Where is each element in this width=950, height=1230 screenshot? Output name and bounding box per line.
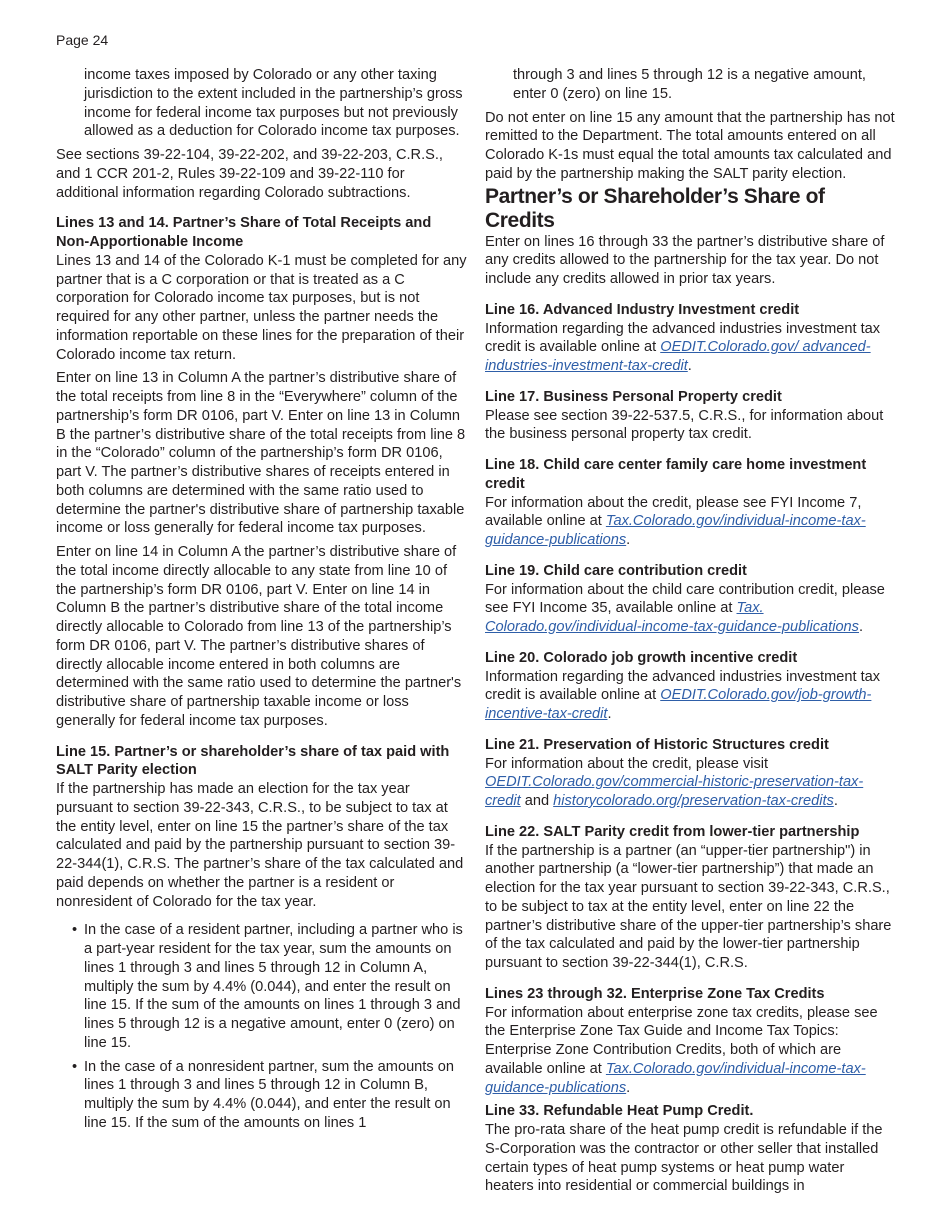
line-33-paragraph: The pro-rata share of the heat pump credit is refundable if the S-Corporation was the contractor or other seller that installed certain types of heat pump systems or heat pump water heaters into residential or commercial buildings in	[485, 1122, 883, 1195]
lines-23-32-heading: Lines 23 through 32. Enterprise Zone Tax Credits	[485, 985, 825, 1002]
oedit-advanced-industries-link[interactable]: OEDIT.Colorado.gov/ advanced-industries-investment-tax-credit	[485, 339, 871, 374]
list-item-text: In the case of a nonresident partner, sum the amounts on lines 1 through 3 and lines 5 through 12 in Column B, multiply the sum by 4.4% (0.044), and enter the result on line 15. If the sum of the amounts on lines 1	[84, 1058, 454, 1131]
line-15-bullet-list	[56, 921, 468, 1132]
subtractions-continuation: income taxes imposed by Colorado or any other taxing jurisdiction to the extent included in the partnership’s gross income for federal income tax purposes but not previously allowed as a deduction for Colorado income tax purposes.	[84, 67, 463, 140]
lines-13-14-paragraph-2: Enter on line 13 in Column A the partner’s distributive share of the total receipts from line 8 in the “Everywhere” column of the partnership’s form DR 0106, part V. Enter on line 13 in Column B the partner’s distributive share of the total receipts from line 8 in the “Colorado” column of the partnership’s form DR 0106, part V. The partner’s distributive shares of receipts entered in both columns are determined with the same ratio used to determine the partner's distributive share of partnership taxable income or loss generally for federal income tax purposes.	[56, 370, 466, 537]
line-17-heading: Line 17. Business Personal Property credit	[485, 388, 782, 405]
bullet-continuation: through 3 and lines 5 through 12 is a negative amount, enter 0 (zero) on line 15.	[513, 67, 866, 102]
do-not-enter-paragraph: Do not enter on line 15 any amount that the partnership has not remitted to the Department. The total amounts entered on all Colorado K-1s must equal the total amounts tax calculated and paid by the partnership making the SALT parity election.	[485, 109, 895, 182]
tax-guidance-publications-link[interactable]: Tax.Colorado.gov/individual-income-tax-guidance-publications	[485, 513, 866, 548]
list-item	[56, 1058, 468, 1133]
line-19-paragraph: For information about the child care contribution credit, please see FYI Income 35, available online at Tax. Colorado.gov/individual-income-tax-guidance-publications.	[485, 581, 885, 635]
line-33-heading: Line 33. Refundable Heat Pump Credit.	[485, 1103, 754, 1120]
bullet-icon: •	[72, 1058, 78, 1075]
credits-intro-paragraph: Enter on lines 16 through 33 the partner’s distributive share of any credits allowed to the partnership for the tax year. Do not include any credits allowed in prior tax years.	[485, 233, 885, 287]
history-colorado-link[interactable]: historycolorado.org/preservation-tax-credits	[553, 793, 834, 809]
lines-13-14-heading: Lines 13 and 14. Partner’s Share of Total Receipts and Non-Apportionable Income	[56, 215, 432, 250]
tax-guidance-publications-link[interactable]: Tax. Colorado.gov/individual-income-tax-guidance-publications	[485, 600, 859, 635]
line-16-paragraph: Information regarding the advanced industries investment tax credit is available online at OEDIT.Colorado.gov/ advanced-industries-investment-tax-credit.	[485, 320, 881, 374]
line-15-heading: Line 15. Partner’s or shareholder’s share of tax paid with SALT Parity election	[56, 743, 450, 779]
line-21-heading: Line 21. Preservation of Historic Structures credit	[485, 736, 829, 753]
page-number: Page 24	[56, 32, 109, 48]
line-20-heading: Line 20. Colorado job growth incentive credit	[485, 649, 798, 666]
see-sections-paragraph: See sections 39-22-104, 39-22-202, and 39-22-203, C.R.S., and 1 CCR 201-2, Rules 39-22-109 and 39-22-110 for additional information regarding Colorado subtractions.	[56, 147, 443, 201]
list-item	[56, 921, 468, 1052]
bullet-icon: •	[72, 922, 78, 939]
left-column	[56, 66, 468, 1133]
lines-13-14-paragraph-3: Enter on line 14 in Column A the partner’s distributive share of the total income directly allocable to any state from line 10 of the partnership’s form DR 0106, part V. Enter on line 14 in Column B the partner’s distributive share of the total income directly allocable to Colorado from line 13 of the partnership’s form DR 0106, part V. The partner’s distributive shares of directly allocable income entered in both columns are determined with the same ratio used to determine the partner's distributive share of partnership taxable income or loss generally for federal income tax purposes.	[56, 544, 462, 729]
lines-23-32-paragraph: For information about enterprise zone tax credits, please see the Enterprise Zone Tax Guide and Income Tax Topics: Enterprise Zone Contribution Credits, both of which are available online at Tax.Colorado.gov/individual-income-tax-guidance-publications.	[485, 1004, 878, 1096]
credits-section-heading: Partner’s or Shareholder’s Share of Credits	[485, 184, 825, 232]
line-20-paragraph: Information regarding the advanced industries investment tax credit is available online at OEDIT.Colorado.gov/job-growth-incentive-tax-credit.	[485, 668, 881, 722]
line-21-paragraph: For information about the credit, please visit OEDIT.Colorado.gov/commercial-historic-preservation-tax-credit and historycolorado.org/preservation-tax-credits.	[485, 755, 864, 809]
line-22-heading: Line 22. SALT Parity credit from lower-tier partnership	[485, 823, 860, 840]
lines-13-14-paragraph-1: Lines 13 and 14 of the Colorado K-1 must be completed for any partner that is a C corporation or that is treated as a C corporation for Colorado income tax purposes, but is not required for any other partner, unless the partner needs the information reportable on these lines for the preparation of their Colorado income tax return.	[56, 252, 467, 363]
line-22-paragraph: If the partnership is a partner (an “upper-tier partnership") in another partnership (a “lower-tier partnership”) that made an election for the tax year pursuant to section 39-22-343, C.R.S., to be subject to tax at the entity level, enter on line 22 the partner’s distributive share of the upper-tier partnership’s share of the tax calculated and paid by the lower-tier partnership pursuant to section 39-22-344(1), C.R.S.	[485, 842, 892, 971]
line-16-heading: Line 16. Advanced Industry Investment credit	[485, 301, 800, 318]
oedit-historic-preservation-link[interactable]: OEDIT.Colorado.gov/commercial-historic-preservation-tax-credit	[485, 774, 864, 809]
line-17-paragraph: Please see section 39-22-537.5, C.R.S., for information about the business personal property tax credit.	[485, 407, 884, 443]
oedit-job-growth-link[interactable]: OEDIT.Colorado.gov/job-growth-incentive-tax-credit	[485, 687, 872, 722]
line-15-paragraph: If the partnership has made an election for the tax year pursuant to section 39-22-343, C.R.S., to be subject to tax at the entity level, enter on line 15 the partner’s share of the tax calculated and paid by the partnership pursuant to section 39-22-344(1), C.R.S. The partner’s share of the tax calculated and paid depends on whether the partner is a resident or nonresident of Colorado for the tax year.	[56, 781, 464, 910]
line-18-paragraph: For information about the credit, please see FYI Income 7, available online at Tax.Colorado.gov/individual-income-tax-guidance-publications.	[485, 494, 866, 548]
tax-guidance-publications-link[interactable]: Tax.Colorado.gov/individual-income-tax-guidance-publications	[485, 1060, 866, 1096]
line-19-heading: Line 19. Child care contribution credit	[485, 562, 747, 579]
right-column	[485, 66, 897, 1196]
list-item-text: In the case of a resident partner, including a partner who is a part-year resident for the tax year, sum the amounts on lines 1 through 3 and lines 5 through 12 in Column A, multiply the sum by 4.4% (0.044), and enter the result on line 15. If the sum of the amounts on lines 1 through 3 and lines 5 through 12 is a negative amount, enter 0 (zero) on line 15.	[84, 922, 463, 1051]
line-18-heading: Line 18. Child care center family care home investment credit	[485, 457, 867, 492]
